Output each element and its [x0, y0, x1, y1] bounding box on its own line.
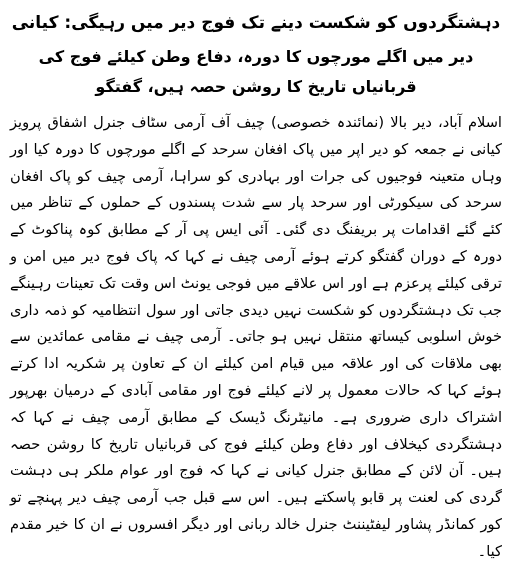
subheadline: دیر میں اگلے مورچوں کا دورہ، دفاع وطن کیلئے فوج کی قربانیاں تاریخ کا روشن حصہ ہیں، گفتگو: [38, 47, 474, 96]
article-body: اسلام آباد، دیر بالا (نمائندہ خصوصی) چیف آف آرمی سٹاف جنرل اشفاق پرویز کیانی نے جمعہ کو دیر اپر میں پاک افغان سرحد کے اگلے مورچوں کا دورہ کیا اور وہاں متعینہ فوجیوں کی جرات اور بہادری کو سراہا، آرمی چیف کو پاک افغان سرحد کی سیکورٹی اور سرحد پار سے شدت پسندوں کے حملوں کے تناظر میں کئے گئے اقدامات پر بریفنگ دی گئی۔ آئی ایس پی آر کے مطابق کوہ پناکوٹ کے دورہ کے دوران گفتگو کرتے ہوئے آرمی چیف نے کہا کہ پاک فوج دیر میں امن و ترقی کیلئے پرعزم ہے اور اس علاقے میں فوجی یونٹ اس وقت تک تعینات رہینگے جب تک دہشتگردوں کو شکست نہیں دیدی جاتی اور سول انتظامیہ کو ذمہ داری خوش اسلوبی کیساتھ منتقل نہیں ہو جاتی۔ آرمی چیف نے مقامی عمائدین سے بھی ملاقات کی اور علاقہ میں قیام امن کیلئے ان کے تعاون پر شکریہ ادا کرتے ہوئے کہا کہ حالات معمول پر لانے کیلئے فوج اور مقامی آبادی کے درمیان بھرپور اشتراک داری ضروری ہے۔ مانیٹرنگ ڈیسک کے مطابق آرمی چیف نے کہا کہ دہشتگردی کیخلاف اور دفاع وطن کیلئے فوج کی قربانیاں تاریخ کا روشن حصہ ہیں۔ آن لائن کے مطابق جنرل کیانی نے کہا کہ فوج اور عوام ملکر ہی دہشت گردی کی لعنت پر قابو پاسکتے ہیں۔ اس سے قبل جب آرمی چیف دیر پہنچے تو کور کمانڈر پشاور لیفٹیننٹ جنرل خالد ربانی اور دیگر افسروں نے ان کا خیر مقدم کیا۔: [10, 114, 502, 560]
headline: دہشتگردوں کو شکست دینے تک فوج دیر میں رہیگی: کیانی: [11, 13, 501, 33]
